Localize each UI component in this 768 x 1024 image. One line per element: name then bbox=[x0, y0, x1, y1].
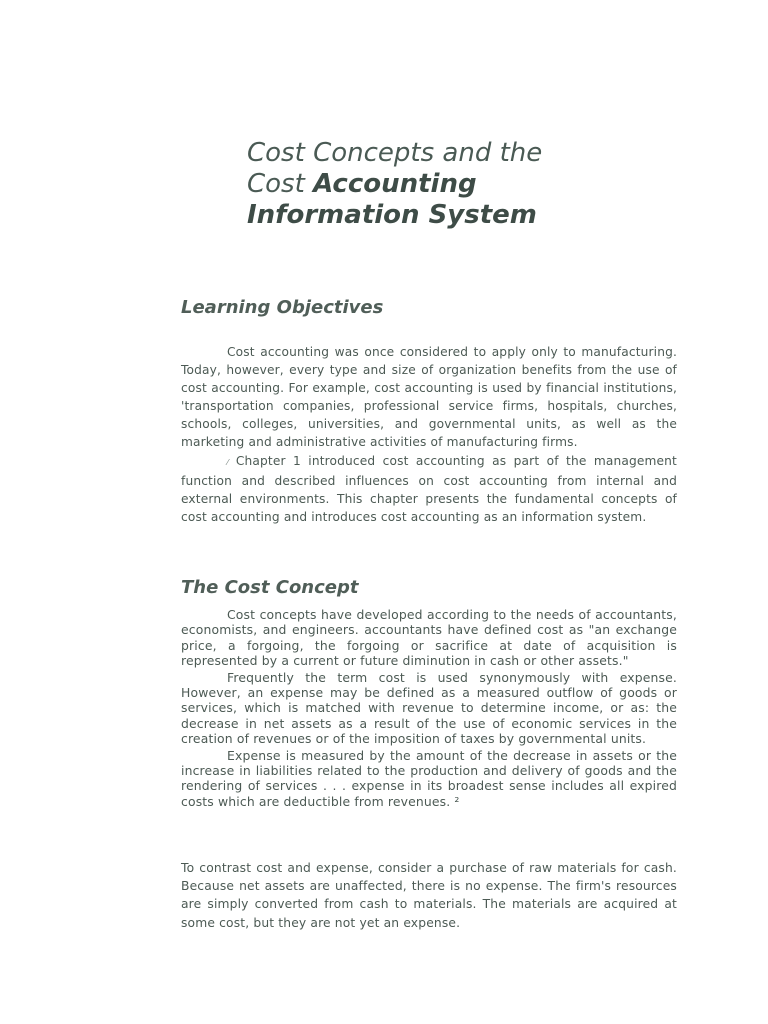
cost-concept-heading: The Cost Concept bbox=[181, 577, 359, 598]
paragraph: Cost concepts have developed according to the needs of accountants, economists, and engineers. accountants have defined cost as "an exchange price, a forgoing, the forgoing or sacrifice at date of acquisition is represented by a current or future diminution in cash or other assets." bbox=[181, 607, 677, 669]
paragraph: To contrast cost and expense, consider a purchase of raw materials for cash. Because net assets are unaffected, there is no expense. The firm's resources are simply converted from cash to materials. The materials are acquired at some cost, but they are not yet an expense. bbox=[181, 861, 677, 930]
cost-concept-body bbox=[181, 607, 677, 809]
title-line-3: Information System bbox=[247, 200, 537, 230]
paragraph: Cost accounting was once considered to apply only to manufacturing. Today, however, every type and size of organization benefits from the use of cost accounting. For example, cost accounting is used by financial institutions, 'transportation companies, professional service firms, hospitals, churches, schools, colleges, universities, and governmental units, as well as the marketing and administrative activities of manufacturing firms. bbox=[181, 345, 677, 450]
learning-objectives-heading: Learning Objectives bbox=[181, 297, 384, 318]
paragraph: Chapter 1 introduced cost accounting as part of the management function and described influences on cost accounting from internal and external environments. This chapter presents the fundamental concepts of cost accounting and introduces cost accounting as an information system. bbox=[181, 453, 677, 524]
title-line-1: Cost Concepts and the bbox=[247, 138, 543, 168]
cost-concept-contrast bbox=[181, 859, 677, 932]
title-line-2-bold: Accounting bbox=[313, 169, 477, 199]
paragraph: Frequently the term cost is used synonymously with expense. However, an expense may be defined as a measured outflow of goods or services, which is matched with revenue to determine income, or as: the decrease in net assets as a result of the use of economic services in the creation of revenues or of the imposition of taxes by governmental units. bbox=[181, 669, 677, 747]
title-line-2-plain: Cost bbox=[247, 169, 305, 199]
learning-objectives-body bbox=[181, 343, 677, 526]
paragraph: Expense is measured by the amount of the decrease in assets or the increase in liabilities related to the production and delivery of goods and the rendering of services . . . expense in its broadest sense includes all expired costs which are deductible from revenues. ² bbox=[181, 747, 677, 809]
document-title bbox=[247, 138, 667, 231]
stray-mark: ⁄ bbox=[227, 457, 229, 467]
paragraph-with-mark bbox=[181, 452, 677, 526]
